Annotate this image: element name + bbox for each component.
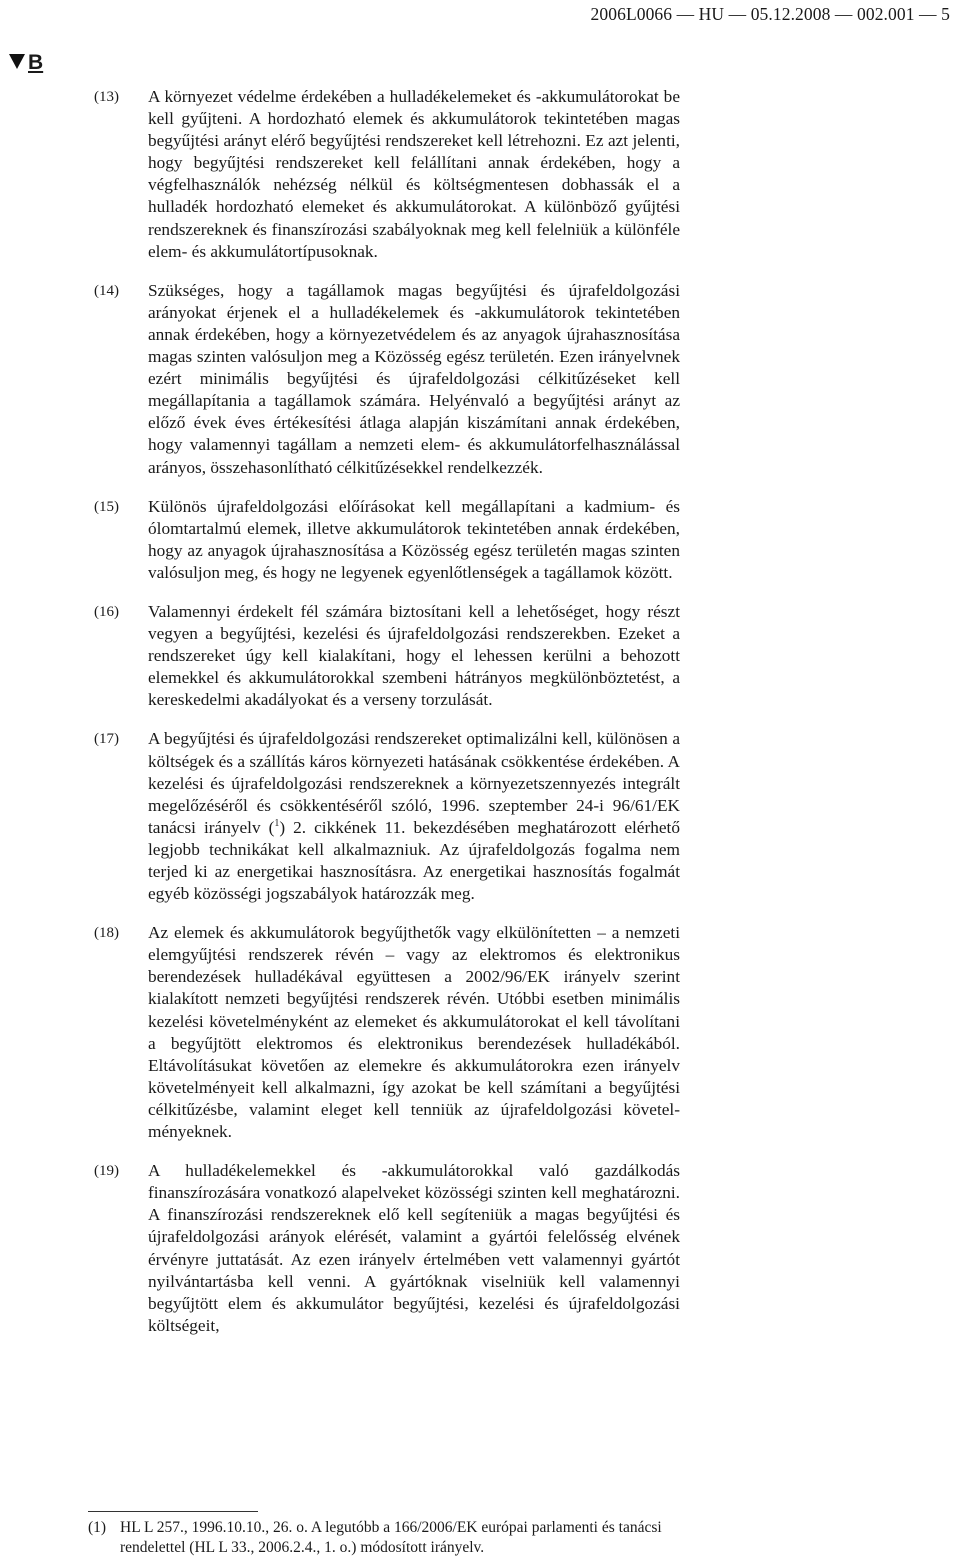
- recital-number: (16): [94, 603, 119, 620]
- recital-text-part: A begyűjtési és újrafeldolgozási rendszereket optimalizálni kell, különösen a költségek és a szállítás káros környezeti hatásának csökkentése érdekében. A kezelési és újrafeldolgozási rendszereknek a környezetszennyezés integrált megelőzéséről és csökkentéséről szóló, 1996. szeptember 24-i 96/61/EK tanácsi irányelv (: [148, 729, 680, 837]
- recital-16: [94, 601, 680, 711]
- recital-15: [94, 496, 680, 584]
- recital-text: A környezet védelme érdekében a hulladékelemeket és -akkumulátorokat be kell gyűjteni. A hordozható elemek és akkumulátorok tekintetében magas begyűjtési arányt elérő begyűjtési rendszereket kell létrehozni. Ez azt jelenti, hogy begyűjtési rendszereket kell felállítani annak érdekében, hogy a végfelhasználók nehézség nélkül és költségmentesen dobhassák el a hulladék hordozható elemeket és akkumulátorokat. A különböző gyűjtési rendszereknek és finanszírozási szabályoknak meg kell felelniük a különféle elem- és akkumulátortípusoknak.: [148, 87, 680, 261]
- recital-text: Szükséges, hogy a tagállamok magas begyűjtési és újrafeldolgozási arányokat érjenek el a hulladékelemek és -akkumulátorok tekintetében annak érdekében, hogy a környezetvédelem és az anyagok újrahasznosítása magas szinten valósuljon meg a Közösség egész területén. Ezen irányelvnek ezért minimális begyűjtési és újrafeldolgozási célkitűzéseket kell megállapítania a tagállamok számára. Helyénvaló a begyűjtési arányt az előző évek éves értékesítési átlaga alapján kiszámítani annak érdekében, hogy valamennyi tagállam a nemzeti elem- és akkumulátorfelhasználással arányos, összehasonlítható célkitűzésekkel rendelkezzék.: [148, 280, 680, 477]
- marker-letter: B: [28, 51, 44, 74]
- recital-text: Az elemek és akkumulátorok begyűjthetők vagy elkülönítetten – a nemzeti elemgyűjtési rendszerek révén – vagy az elektromos és elektronikus berendezések hulladékával együttesen a 2002/96/EK irányelv szerint kialakított nemzeti begyűjtési rendszerek révén. Utóbbi esetben minimális kezelési követelményként az elemeket és akkumulátorokat el kell távolítani a begyűjtött elektromos és elektronikus berendezések hulladékából. Eltávolításukat követően az elemekre és akkumulátorokra ezen irányelv követelményeit kell alkalmazni, így azokat be kell számítani a begyűjtési célkitűzésbe, valamint eleget kell tenniük az újrafeldolgozási követelményeknek.: [148, 923, 680, 1142]
- footnote: [88, 1518, 688, 1558]
- recital-19: [94, 1160, 680, 1337]
- recital-number: (17): [94, 731, 119, 748]
- recital-text: Valamennyi érdekelt fél számára biztosítani kell a lehetőséget, hogy részt vegyen a begyűjtési, kezelési és újrafeldolgozási rendszerekben. Ezeket a rendszereket úgy kell kialakítani, hogy el lehessen kerülni a behozott elemekkel és akkumulátorokkal szembeni hátrányos megkülönböztetést, a kereskedelmi akadályokat és a verseny torzulását.: [148, 601, 680, 710]
- recital-14: [94, 280, 680, 479]
- footnote-reference[interactable]: 1: [274, 818, 280, 830]
- recital-13: [94, 86, 680, 263]
- running-header: 2006L0066 — HU — 05.12.2008 — 002.001 — 5: [590, 4, 950, 24]
- recital-text: [148, 728, 680, 905]
- down-triangle-icon: [9, 54, 25, 69]
- recital-number: (15): [94, 498, 119, 515]
- footnote-text: HL L 257., 1996.10.10., 26. o. A legutóbb a 166/2006/EK európai parlamenti és tanácsi rendelettel (HL L 33., 2006.2.4., 1. o.) módosított irányelv.: [120, 1519, 662, 1556]
- footnote-divider: [88, 1511, 258, 1512]
- recital-number: (18): [94, 925, 119, 942]
- recital-text: Különös újrafeldolgozási előírásokat kell megállapítani a kadmium- és ólomtartalmú elemek, illetve akkumulátorok tekintetében annak érdekében, hogy az anyagok újrahasznosítása a Közösség egész területén magas szinten valósuljon meg, és hogy ne legyenek egyenlőtlenségek a tagállamok között.: [148, 496, 680, 582]
- recital-number: (19): [94, 1163, 119, 1180]
- recital-18: [94, 922, 680, 1143]
- recital-17: [94, 728, 680, 905]
- recital-number: (13): [94, 89, 119, 105]
- recitals-list: [94, 86, 680, 1354]
- amendment-marker: [9, 51, 43, 75]
- recital-text: A hulladékelemekkel és -akkumulátorokkal való gazdálkodás finanszírozására vonatkozó alapelveket közösségi szinten kell meghatározni. A finanszírozási rendszereknek elő kell segíteniük a magas begyűjtési és újrafeldolgozási arányok elérését, valamint a gyártói felelősség elvének érvényre juttatását. Az ezen irányelv értelmében vett valamennyi gyártót nyilvántartásba kell venni. A gyártóknak viselniük kell valamennyi begyűjtött elem és akkumulátor begyűjtési, kezelési és újrafeldolgozási költségeit,: [148, 1161, 680, 1335]
- recital-text-part: ) 2. cikkének 11. bekezdésében meghatározott elérhető legjobb technikákat kell alkalmazniuk. Az újrafeldolgozás fogalma nem terjed ki az energetikai hasznosításra. Az energetikai hasznosítás fogalmát egyéb közösségi jogszabályok határozzák meg.: [148, 817, 680, 904]
- footnote-mark: (1): [88, 1519, 107, 1536]
- recital-number: (14): [94, 282, 119, 299]
